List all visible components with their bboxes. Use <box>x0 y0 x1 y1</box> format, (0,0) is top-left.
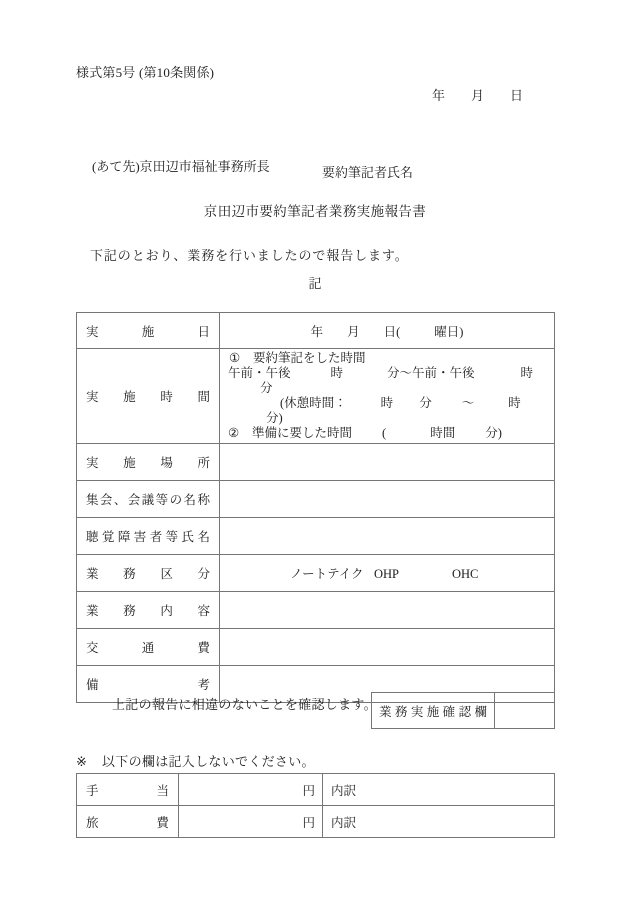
time-min-end: 分 <box>260 381 273 395</box>
row-value-implementation-place[interactable] <box>220 444 555 481</box>
date-day-label: 日 <box>510 88 524 103</box>
table-row-meeting-name <box>77 481 555 518</box>
row-value-implementation-date[interactable] <box>220 313 555 349</box>
confirmation-statement: 上記の報告に相違のないことを確認します。 <box>112 697 377 712</box>
row-value-transportation-cost[interactable] <box>220 629 555 666</box>
time-min-start-to-ampm-end: 分～午前・午後 <box>387 366 475 380</box>
time-hour-start: 時 <box>330 366 344 380</box>
time-ampm-start: 午前・午後 <box>228 366 291 380</box>
office-use-table <box>76 773 555 838</box>
time-line-4-preparation <box>228 426 546 441</box>
table-row-service-category <box>77 555 555 592</box>
option-ohc[interactable]: OHC <box>452 567 479 581</box>
preparation-text: 準備に要した時間 <box>252 426 353 440</box>
addressee-line: (あて先)京田辺市福祉事務所長 <box>92 159 270 174</box>
option-note-take[interactable]: ノートテイク <box>290 567 364 581</box>
date-month-label: 月 <box>471 88 485 103</box>
row-value-service-category[interactable] <box>220 555 555 592</box>
table-row-travel-expense <box>77 806 555 838</box>
service-category-options <box>228 564 546 582</box>
table-row-hearing-impaired-name <box>77 518 555 555</box>
table-row-implementation-date <box>77 313 555 349</box>
table-row-implementation-time <box>77 349 555 444</box>
break-time-open: (休憩時間： <box>280 396 347 410</box>
confirmation-row <box>372 693 555 729</box>
travel-expense-currency: 円 <box>302 815 315 830</box>
travel-expense-breakdown-label: 内訳 <box>331 815 357 830</box>
notice-mark-icon: ※ <box>76 754 88 769</box>
document-date-line <box>432 85 523 104</box>
break-hour-start: 時 <box>380 396 394 410</box>
row-value-service-content[interactable] <box>220 592 555 629</box>
break-min-end: 分) <box>266 411 283 425</box>
allowance-breakdown-label: 内訳 <box>331 783 357 798</box>
confirmation-box <box>371 692 555 729</box>
row-value-travel-expense-amount[interactable] <box>179 806 323 838</box>
time-line-2 <box>228 366 546 396</box>
row-label-meeting-name: 集会、会議等の名称 <box>77 481 220 518</box>
table-row-service-content <box>77 592 555 629</box>
preparation-min: 分) <box>485 426 502 440</box>
table-row-allowance <box>77 774 555 806</box>
preparation-paren-open: ( <box>382 426 387 440</box>
row-label-allowance: 手当 <box>77 774 179 806</box>
writer-name-label: 要約筆記者氏名 <box>322 165 414 180</box>
page-title: 京田辺市要約筆記者業務実施報告書 <box>203 204 427 219</box>
time-line-1-text: 要約筆記をした時間 <box>253 351 366 365</box>
row-label-implementation-date: 実施日 <box>77 313 220 349</box>
office-use-notice <box>76 751 315 770</box>
row-label-service-content: 業務内容 <box>77 592 220 629</box>
row-label-travel-expense: 旅費 <box>77 806 179 838</box>
table-row-implementation-place <box>77 444 555 481</box>
break-min-start: 分 <box>419 396 432 410</box>
time-line-1 <box>228 351 546 366</box>
date-year-placeholder: 年 <box>310 324 324 339</box>
row-value-meeting-name[interactable] <box>220 481 555 518</box>
row-label-remarks: 備考 <box>77 666 220 703</box>
row-label-service-category: 業務区分 <box>77 555 220 592</box>
time-line-3-break <box>228 396 546 426</box>
time-line-4-index: ② <box>228 426 240 440</box>
lead-text: 下記のとおり、業務を行いましたので報告します。 <box>90 248 409 263</box>
allowance-currency: 円 <box>302 783 315 798</box>
main-report-table <box>76 312 555 703</box>
row-value-allowance-breakdown[interactable] <box>323 774 555 806</box>
row-label-implementation-place: 実施場所 <box>77 444 220 481</box>
preparation-hour: 時間 <box>430 426 456 440</box>
date-weekday-placeholder: 曜日) <box>434 324 464 339</box>
table-row-transportation-cost <box>77 629 555 666</box>
row-label-implementation-time: 実施時間 <box>77 349 220 444</box>
break-hour-end: 時 <box>508 396 521 410</box>
row-value-hearing-impaired-name[interactable] <box>220 518 555 555</box>
option-ohp[interactable]: OHP <box>374 567 400 581</box>
row-label-hearing-impaired-name: 聴覚障害者等氏名 <box>77 518 220 555</box>
break-tilde: ～ <box>461 396 475 410</box>
confirmation-box-label: 業務実施確認欄 <box>372 693 495 729</box>
row-value-allowance-amount[interactable] <box>179 774 323 806</box>
date-day-placeholder: 日( <box>383 324 401 339</box>
time-line-1-index: ① <box>229 351 241 365</box>
date-year-label: 年 <box>432 88 446 103</box>
notice-text: 以下の欄は記入しないでください。 <box>102 754 315 769</box>
time-detail-block <box>228 351 546 441</box>
row-value-travel-expense-breakdown[interactable] <box>323 806 555 838</box>
date-month-placeholder: 月 <box>347 324 360 339</box>
row-label-transportation-cost: 交通費 <box>77 629 220 666</box>
row-value-implementation-time[interactable] <box>220 349 555 444</box>
form-number: 様式第5号 (第10条関係) <box>76 65 215 80</box>
time-hour-end: 時 <box>520 366 534 380</box>
confirmation-box-value[interactable] <box>495 693 555 729</box>
ki-marker: 記 <box>308 276 322 291</box>
